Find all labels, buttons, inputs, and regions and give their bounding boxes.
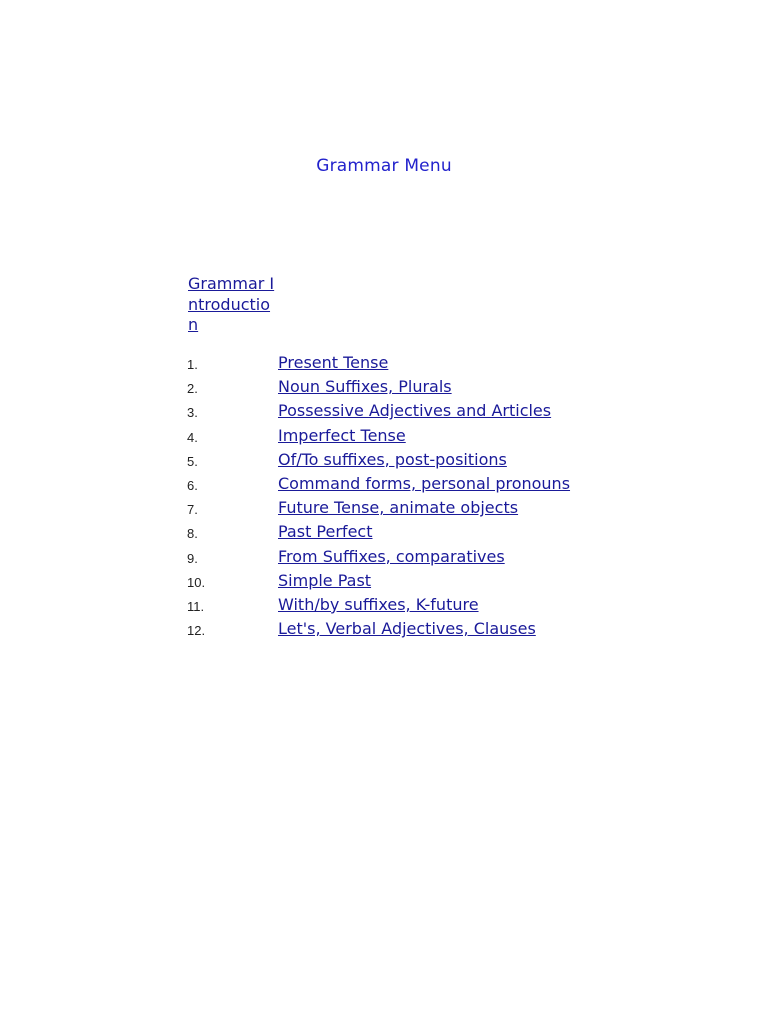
toc-item-number: 2. bbox=[187, 381, 198, 397]
toc-item-number: 8. bbox=[187, 526, 198, 542]
toc-item bbox=[0, 618, 768, 642]
toc-item bbox=[0, 473, 768, 497]
toc-link-with-by-suffixes[interactable]: With/by suffixes, K-future bbox=[278, 594, 479, 614]
toc-link-of-to-suffixes[interactable]: Of/To suffixes, post-positions bbox=[278, 449, 507, 469]
toc-link-possessive-adjectives-articles[interactable]: Possessive Adjectives and Articles bbox=[278, 401, 552, 421]
toc-link-command-forms[interactable]: Command forms, personal pronouns bbox=[278, 473, 571, 493]
toc-item bbox=[0, 400, 768, 424]
toc-item bbox=[0, 546, 768, 570]
toc-link-present-tense[interactable]: Present Tense bbox=[278, 353, 389, 372]
toc-item bbox=[0, 570, 768, 594]
toc-link-noun-suffixes-plurals[interactable]: Noun Suffixes, Plurals bbox=[278, 377, 452, 397]
toc-item-number: 9. bbox=[187, 550, 198, 566]
toc-item bbox=[0, 449, 768, 473]
page-title: Grammar Menu bbox=[316, 156, 452, 176]
toc-link-from-suffixes[interactable]: From Suffixes, comparatives bbox=[278, 546, 505, 566]
toc-link-imperfect-tense[interactable]: Imperfect Tense bbox=[278, 425, 406, 445]
toc-item-number: 7. bbox=[187, 502, 198, 518]
toc-link-future-tense[interactable]: Future Tense, animate objects bbox=[278, 498, 519, 518]
toc-item-number: 4. bbox=[187, 429, 198, 445]
toc-item bbox=[0, 497, 768, 521]
toc-item bbox=[0, 425, 768, 449]
toc-item-number: 5. bbox=[187, 453, 198, 469]
toc-link-past-perfect[interactable]: Past Perfect bbox=[278, 522, 373, 542]
toc-link-simple-past[interactable]: Simple Past bbox=[278, 570, 372, 590]
toc-link-lets-verbal-adjectives[interactable]: Let's, Verbal Adjectives, Clauses bbox=[278, 619, 536, 639]
toc-item-number: 1. bbox=[187, 357, 198, 372]
toc-item-number: 11. bbox=[187, 598, 205, 614]
toc-item bbox=[0, 352, 768, 376]
toc-item-number: 12. bbox=[187, 623, 206, 639]
toc-item bbox=[0, 594, 768, 618]
toc-item bbox=[0, 521, 768, 545]
toc-item-number: 3. bbox=[187, 405, 198, 421]
toc-item bbox=[0, 376, 768, 400]
toc-item-number: 6. bbox=[187, 477, 198, 493]
grammar-introduction-link[interactable]: Grammar Introduction bbox=[188, 274, 275, 334]
grammar-toc-list bbox=[0, 352, 768, 642]
toc-item-number: 10. bbox=[187, 574, 206, 590]
